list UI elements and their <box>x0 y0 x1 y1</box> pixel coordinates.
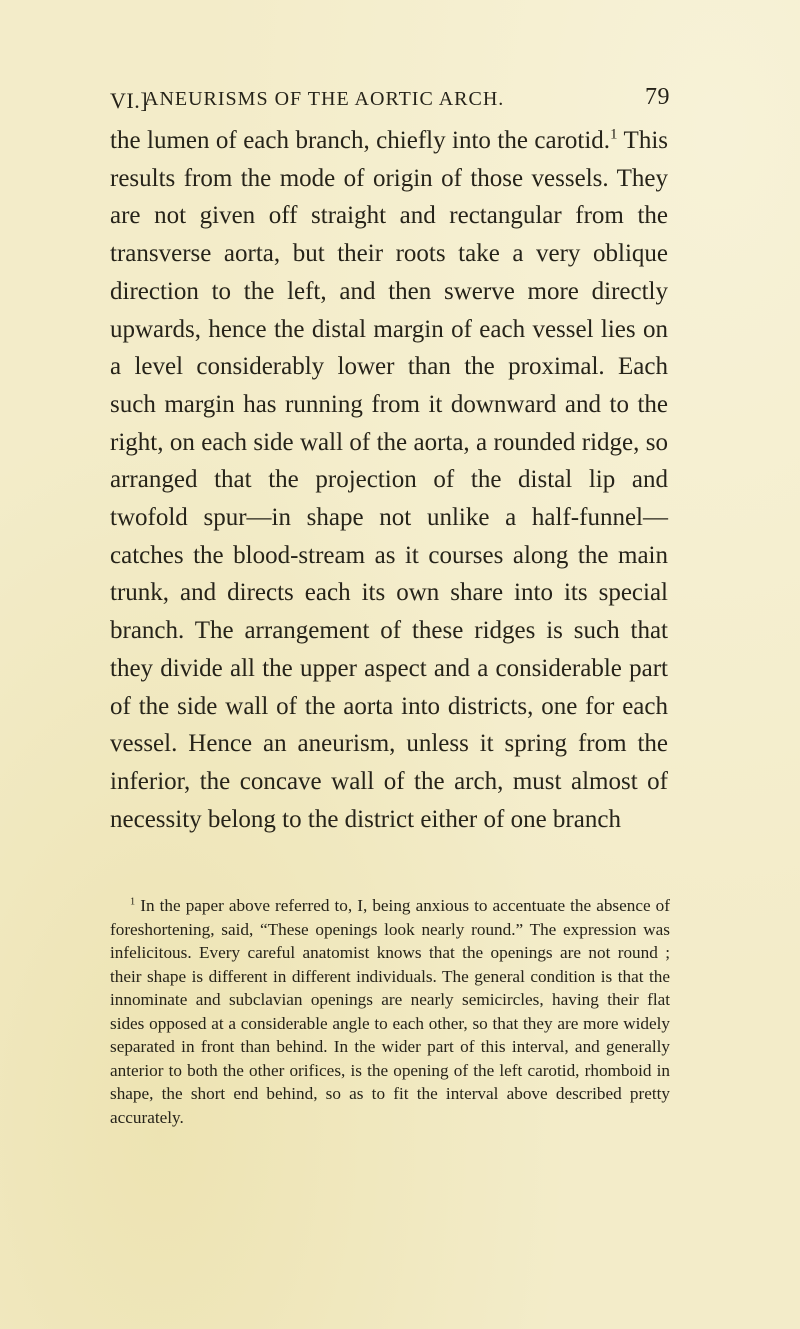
body-text-rest: This results from the mode of origin of those vessels. They are not given off straight and rectangular from the transverse aorta, but their roots take a very oblique direction to the left, and then swerve more directly upwards, hence the distal margin of each vessel lies on a level considerably lower than the proximal. Each such margin has running from it downward and to the right, on each side wall of the aorta, a rounded ridge, so arranged that the projection of the distal lip and twofold spur—in shape not unlike a half-funnel—catches the blood-stream as it courses along the main trunk, and directs each its own share into its special branch. The arrangement of these ridges is such that they divide all the upper aspect and a considerable part of the side wall of the aorta into districts, one for each vessel. Hence an aneurism, unless it spring from the inferior, the concave wall of the arch, must almost of necessity belong to the district either of one branch <box>110 127 668 833</box>
body-paragraph <box>110 122 668 838</box>
footnote-mark: 1 <box>130 896 136 908</box>
running-title: ANEURISMS OF THE AORTIC ARCH. <box>144 88 505 110</box>
footnote-reference: 1 <box>610 126 618 143</box>
body-text-start: the lumen of each branch, chiefly into the carotid. <box>110 127 611 154</box>
chapter-number: VI.] <box>110 88 149 113</box>
page-number: 79 <box>645 84 670 110</box>
footnote-text: In the paper above referred to, I, being anxious to accentuate the absence of foreshortening, said, “These openings look nearly round.” The expression was infelicitous. Every careful anatomist knows that the openings are not round ; their shape is different in different individuals. The general condition is that the innominate and subclavian openings are nearly semicircles, having their flat sides opposed at a considerable angle to each other, so that they are more widely separated in front than behind. In the wider part of this interval, and generally anterior to both the other orifices, is the opening of the left carotid, rhomboid in shape, the short end behind, so as to fit the interval above described pretty accurately. <box>110 896 670 1127</box>
running-head <box>110 84 670 114</box>
footnote <box>110 894 670 1129</box>
